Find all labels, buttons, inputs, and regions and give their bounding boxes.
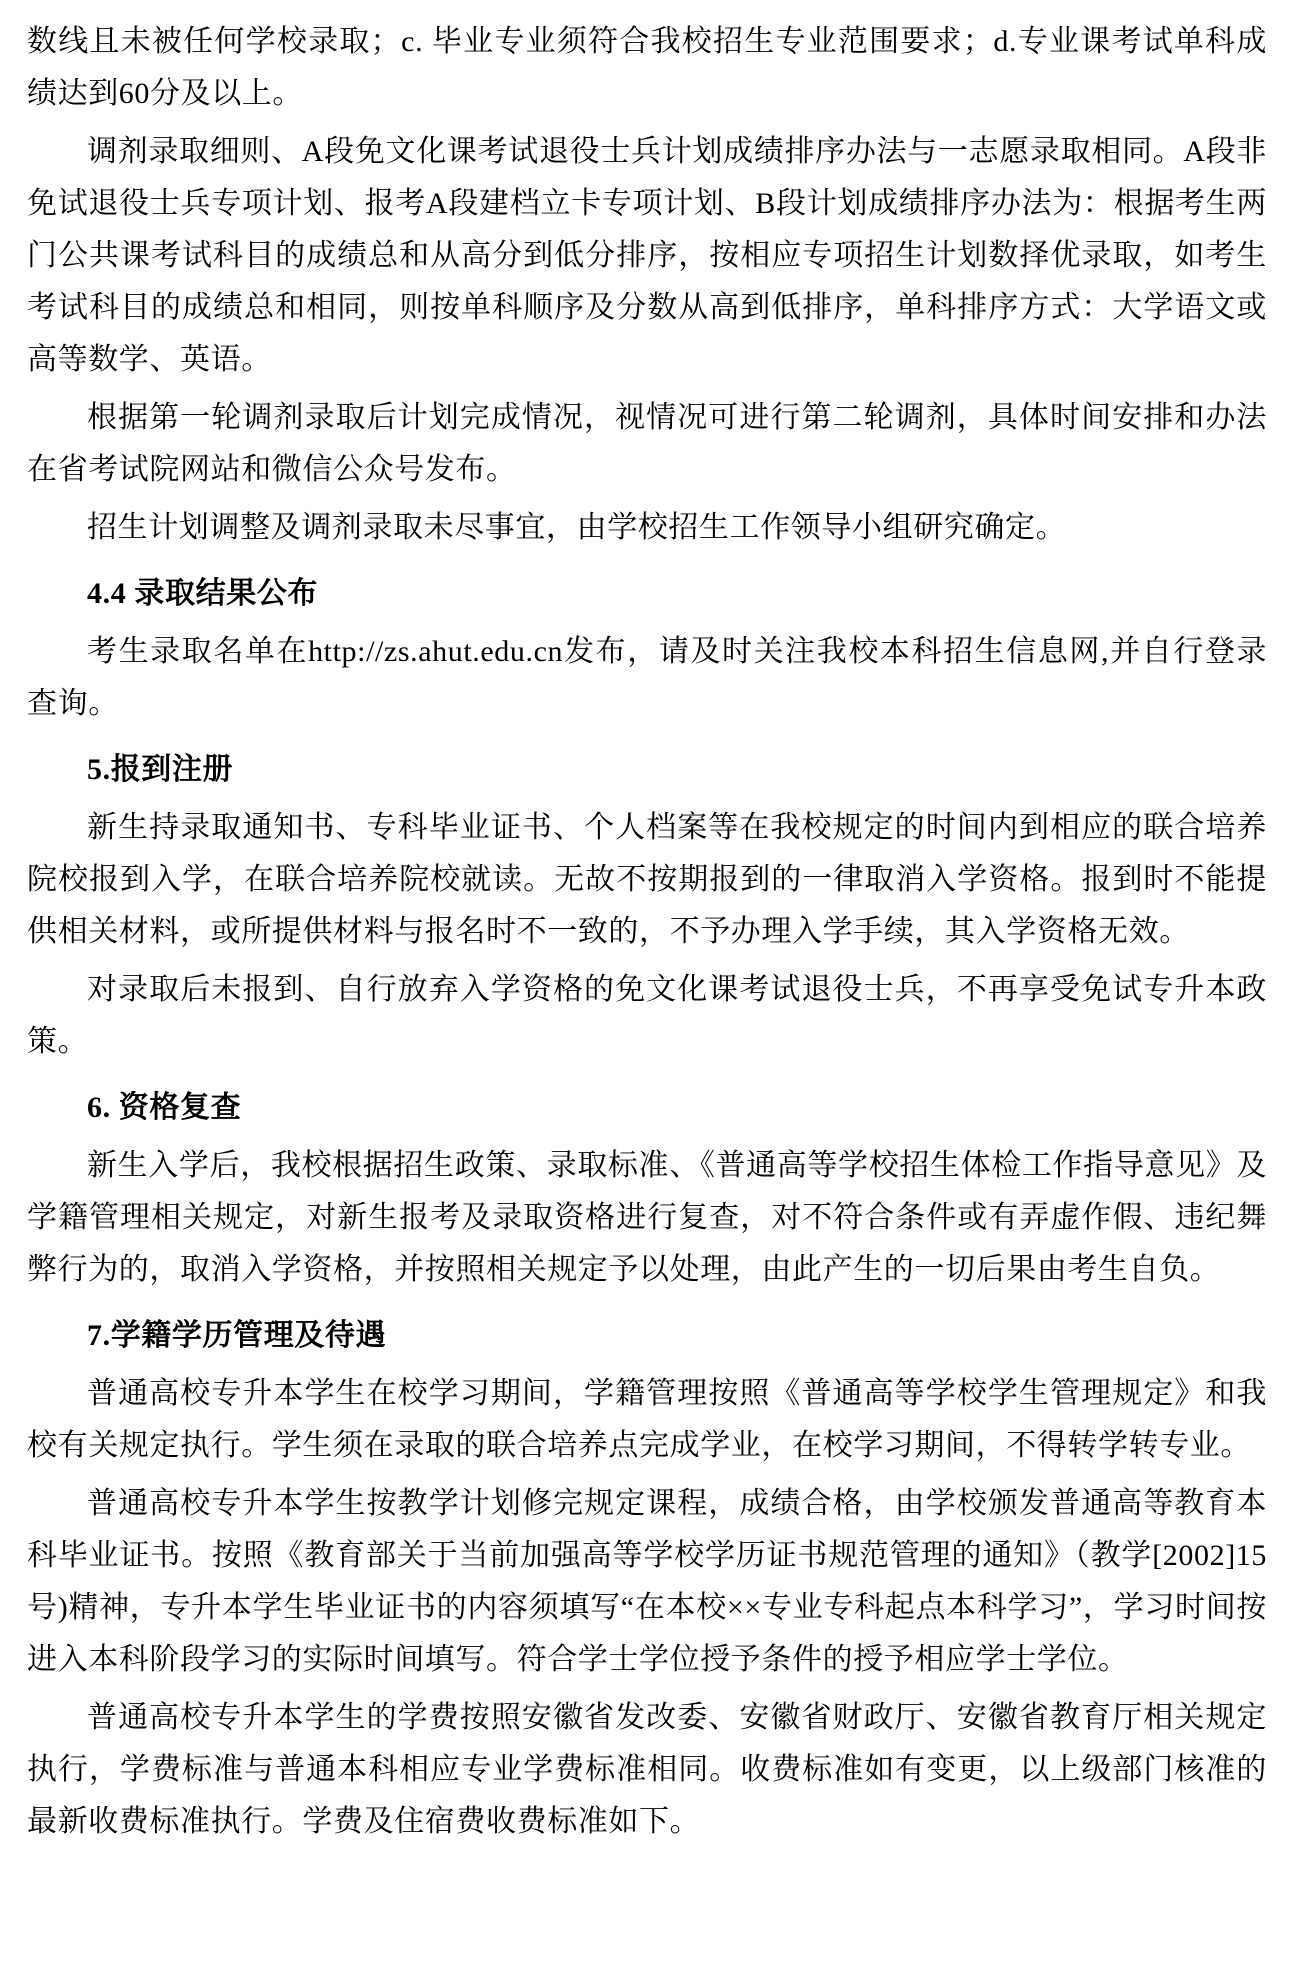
paragraph: 考生录取名单在http://zs.ahut.edu.cn发布，请及时关注我校本科招生信息网,并自行登录查询。: [27, 635, 1267, 720]
paragraph: 根据第一轮调剂录取后计划完成情况，视情况可进行第二轮调剂，具体时间安排和办法在省考试院网站和微信公众号发布。: [27, 401, 1267, 486]
paragraph: 调剂录取细则、A段免文化课考试退役士兵计划成绩排序办法与一志愿录取相同。A段非免试退役士兵专项计划、报考A段建档立卡专项计划、B段计划成绩排序办法为：根据考生两门公共课考试科目的成绩总和从高分到低分排序，按相应专项招生计划数择优录取，如考生考试科目的成绩总和相同，则按单科顺序及分数从高到低排序，单科排序方式：大学语文或高等数学、英语。: [27, 135, 1267, 376]
paragraph: 数线且未被任何学校录取；c. 毕业专业须符合我校招生专业范围要求；d.专业课考试单科成绩达到60分及以上。: [27, 25, 1267, 110]
paragraph: 普通高校专升本学生的学费按照安徽省发改委、安徽省财政厅、安徽省教育厅相关规定执行，学费标准与普通本科相应专业学费标准相同。收费标准如有变更，以上级部门核准的最新收费标准执行。学费及住宿费收费标准如下。: [27, 1701, 1267, 1838]
paragraph: 普通高校专升本学生按教学计划修完规定课程，成绩合格，由学校颁发普通高等教育本科毕业证书。按照《教育部关于当前加强高等学校学历证书规范管理的通知》（教学[2002]15号)精神，专升本学生毕业证书的内容须填写“在本校××专业专科起点本科学习”，学习时间按进入本科阶段学习的实际时间填写。符合学士学位授予条件的授予相应学士学位。: [27, 1487, 1267, 1676]
section-heading-4-4: 4.4 录取结果公布: [87, 577, 318, 610]
section-heading-5: 5.报到注册: [87, 753, 234, 786]
section-heading-6: 6. 资格复查: [87, 1091, 242, 1124]
paragraph: 招生计划调整及调剂录取未尽事宜，由学校招生工作领导小组研究确定。: [87, 511, 1067, 544]
paragraph: 对录取后未报到、自行放弃入学资格的免文化课考试退役士兵，不再享受免试专升本政策。: [27, 973, 1267, 1058]
paragraph: 普通高校专升本学生在校学习期间，学籍管理按照《普通高等学校学生管理规定》和我校有关规定执行。学生须在录取的联合培养点完成学业，在校学习期间，不得转学转专业。: [27, 1377, 1267, 1462]
paragraph: 新生入学后，我校根据招生政策、录取标准、《普通高等学校招生体检工作指导意见》及学籍管理相关规定，对新生报考及录取资格进行复查，对不符合条件或有弄虚作假、违纪舞弊行为的，取消入学资格，并按照相关规定予以处理，由此产生的一切后果由考生自负。: [27, 1149, 1267, 1286]
paragraph: 新生持录取通知书、专科毕业证书、个人档案等在我校规定的时间内到相应的联合培养院校报到入学，在联合培养院校就读。无故不按期报到的一律取消入学资格。报到时不能提供相关材料，或所提供材料与报名时不一致的，不予办理入学手续，其入学资格无效。: [27, 811, 1267, 948]
section-heading-7: 7.学籍学历管理及待遇: [87, 1319, 387, 1352]
